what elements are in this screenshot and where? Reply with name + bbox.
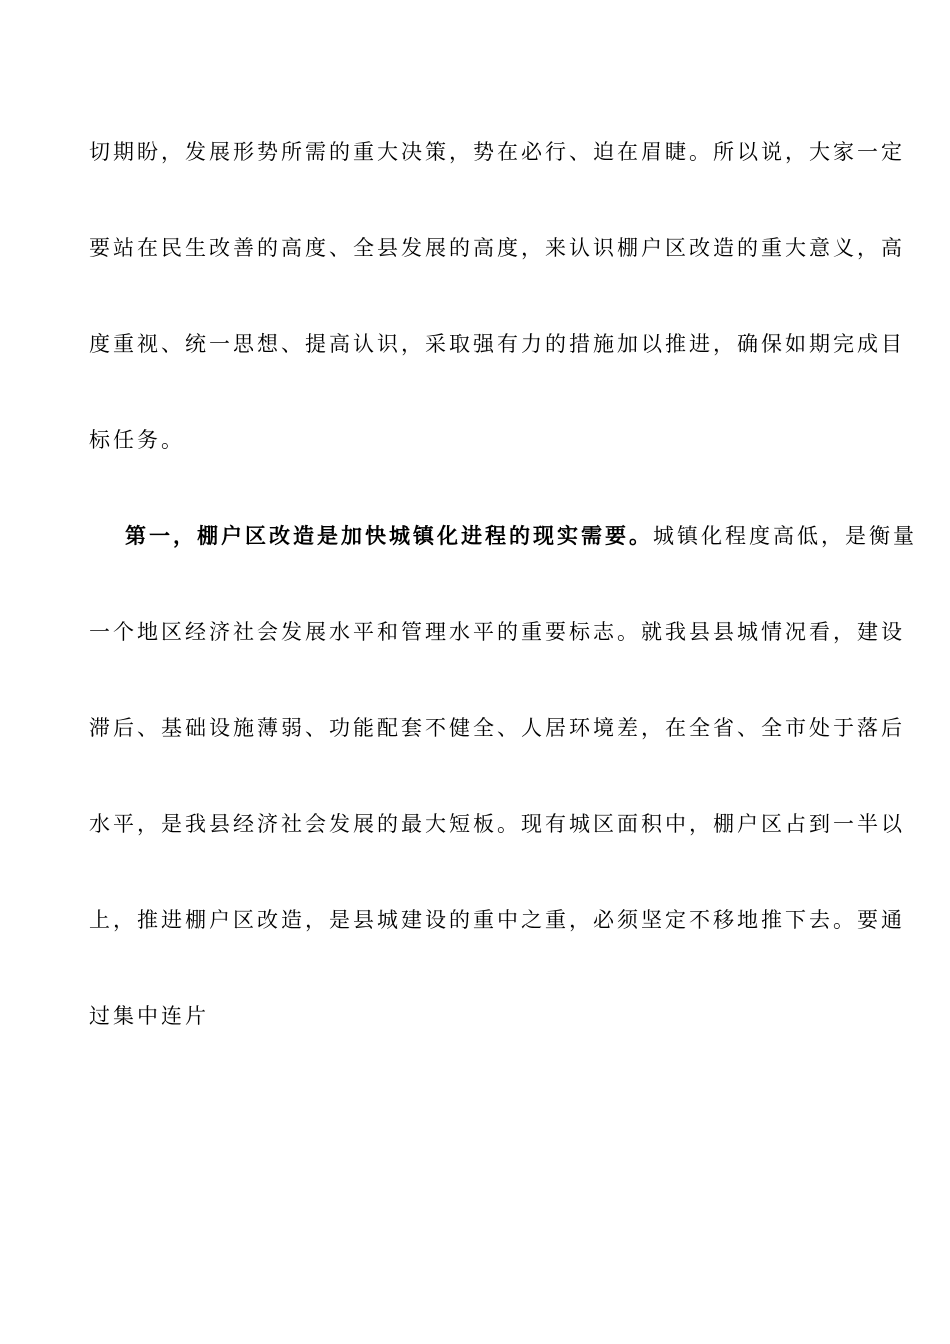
paragraph-2-line-2: 一个地区经济社会发展水平和管理水平的重要标志。就我县县城情况看，建设 [89,620,905,644]
paragraph-2-line-6: 过集中连片 [89,1004,209,1028]
paragraph-2-heading: 第一，棚户区改造是加快城镇化进程的现实需要。 [125,523,653,548]
paragraph-2-line-1-rest: 城镇化程度高低，是衡量 [653,524,917,548]
paragraph-1-line-1: 切期盼，发展形势所需的重大决策，势在必行、迫在眉睫。所以说，大家一定 [89,140,905,164]
paragraph-2-line-5: 上，推进棚户区改造，是县城建设的重中之重，必须坚定不移地推下去。要通 [89,908,905,932]
paragraph-2-line-3: 滞后、基础设施薄弱、功能配套不健全、人居环境差，在全省、全市处于落后 [89,716,905,740]
document-body [89,128,917,1088]
paragraph-1-line-2: 要站在民生改善的高度、全县发展的高度，来认识棚户区改造的重大意义，高 [89,236,905,260]
paragraph-1-line-3: 度重视、统一思想、提高认识，采取强有力的措施加以推进，确保如期完成目 [89,332,905,356]
paragraph-2-line-1 [89,512,917,608]
paragraph-2-line-4: 水平，是我县经济社会发展的最大短板。现有城区面积中，棚户区占到一半以 [89,812,905,836]
paragraph-1-line-4: 标任务。 [89,428,185,452]
